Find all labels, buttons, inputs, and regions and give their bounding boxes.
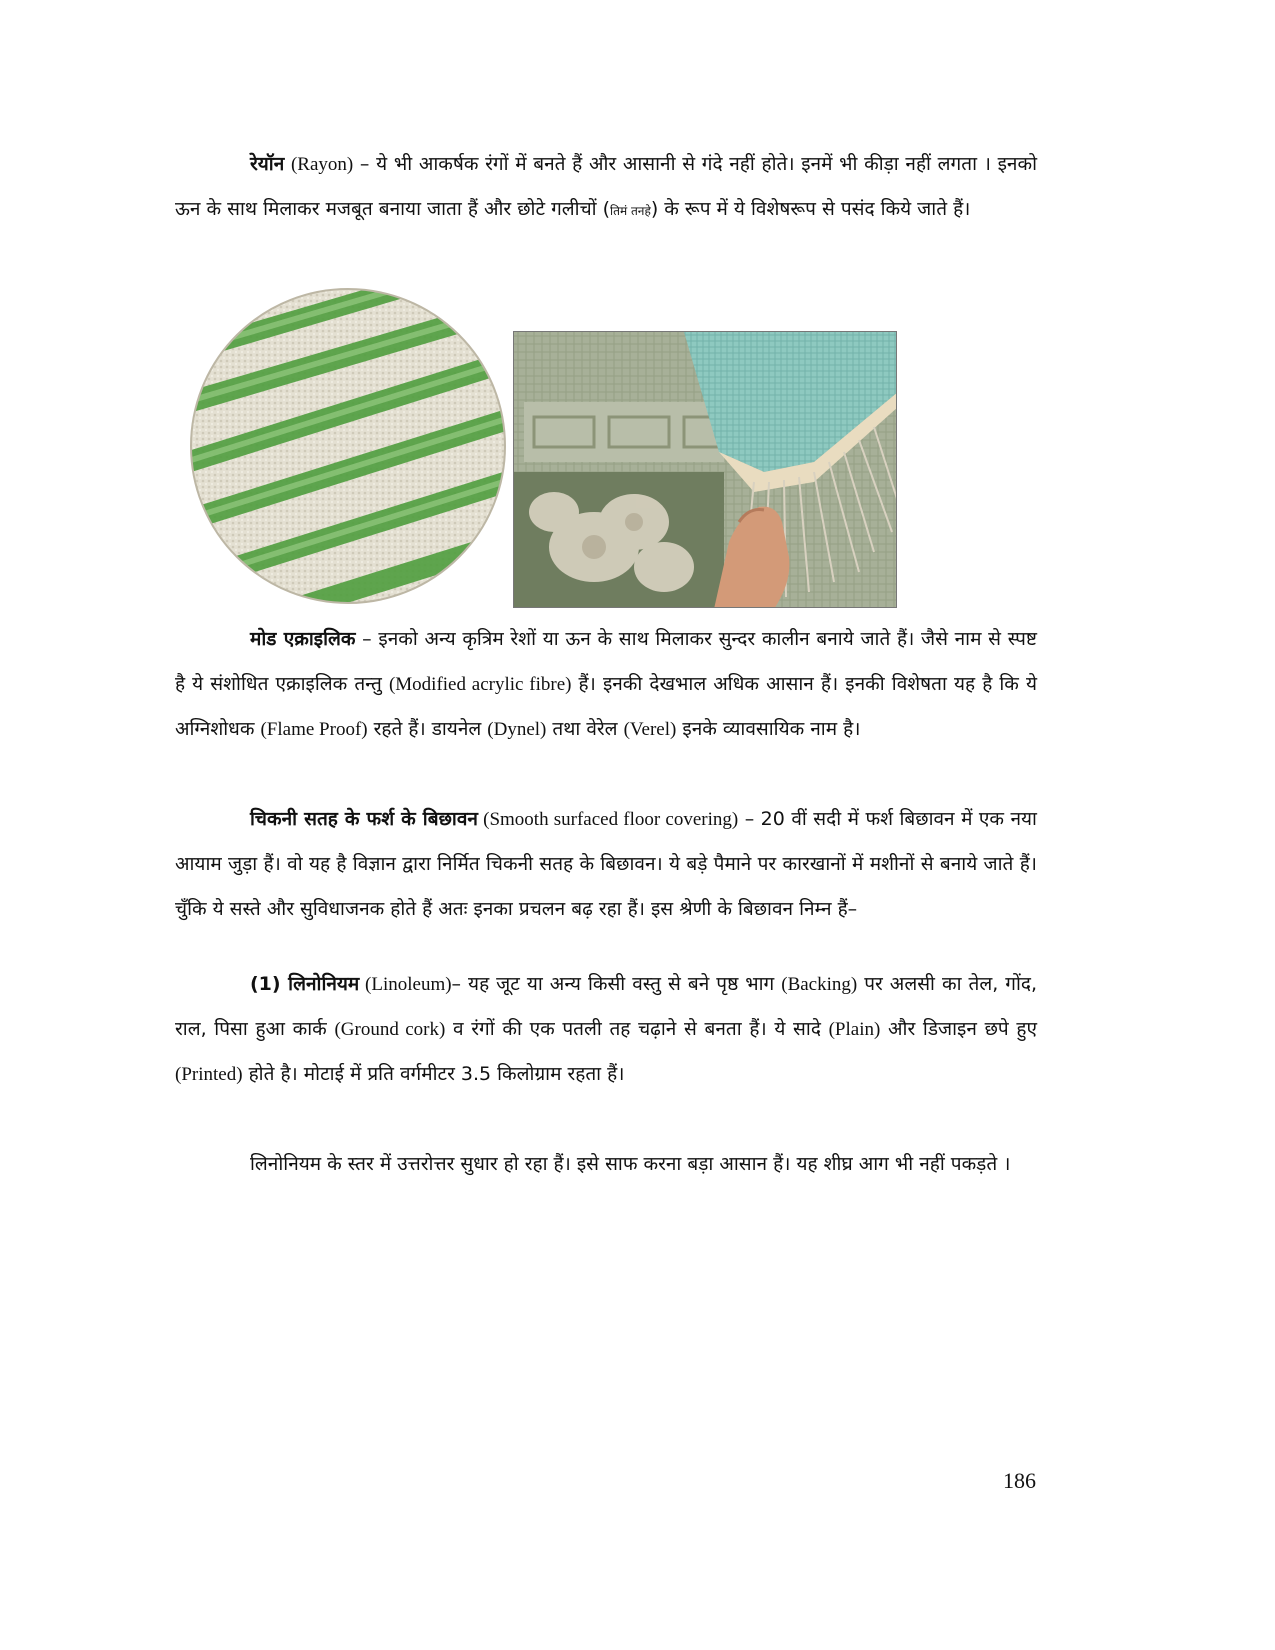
- modacrylic-text-part5: इनके व्यावसायिक नाम है।: [676, 718, 861, 740]
- heading-linoleum: (1) लिनोनियम: [250, 973, 360, 995]
- linoleum-english-term-3: (Ground cork): [334, 1019, 446, 1040]
- linoleum-english-term-1: (Linoleum): [359, 974, 452, 995]
- paragraph-rayon: [175, 142, 1037, 234]
- paragraph-linoleum: [175, 962, 1037, 1097]
- linoleum-english-term-5: (Printed): [175, 1064, 243, 1085]
- linoleum-text-part5: होते है। मोटाई में प्रति वर्गमीटर 3.5 किलोग्राम रहता हैं।: [242, 1063, 625, 1085]
- paragraph-linoleum-improvement: [175, 1142, 1037, 1187]
- rayon-english-term: (Rayon): [290, 154, 354, 175]
- paragraph-smooth-floor-covering: [175, 797, 1037, 932]
- modacrylic-text-part3: रहते हैं। डायनेल: [367, 718, 488, 740]
- smooth-text: – 20 वीं सदी में फर्श बिछावन में एक नया आयाम जुड़ा हैं। वो यह है विज्ञान द्वारा निर्मित चिकनी सतह के बिछावन। ये बड़े पैमाने पर कारखानों में मशीनों से बनाये जाते हैं। चुँकि ये सस्ते और सुविधाजनक होते हैं अतः इनका प्रचलन बढ़ रहा हैं। इस श्रेणी के बिछावन निम्न हैं–: [175, 808, 1037, 920]
- page-number: 186: [1003, 1468, 1036, 1493]
- modacrylic-text-part1: – इनको अन्य कृत्रिम रेशों या ऊन के साथ मिलाकर सुन्दर कालीन बनाये जाते हैं। जैसे नाम से स्पष्ट है ये संशोधित एक्राइलिक तन्तु: [175, 628, 1037, 695]
- paragraph-modacrylic: [175, 617, 1037, 752]
- linoleum-text-part1: – यह जूट या अन्य किसी वस्तु से बने पृष्ठ भाग: [451, 973, 782, 995]
- linoleum-text-part4: और डिजाइन छपे हुए: [880, 1018, 1037, 1040]
- heading-modacrylic: मोड एक्राइलिक: [250, 628, 356, 650]
- rayon-small-garbled-text: तिमं तनहे: [610, 204, 651, 218]
- fringed-rug-image: [513, 331, 897, 608]
- modacrylic-english-term-1: (Modified acrylic fibre): [388, 674, 572, 695]
- rayon-text-part2: ) के रूप में ये विशेषरूप से पसंद किये जाते हैं।: [650, 198, 971, 220]
- round-striped-rug-image: [189, 287, 507, 605]
- smooth-english-term: (Smooth surfaced floor covering): [477, 809, 739, 830]
- rayon-text-part1: – ये भी आकर्षक रंगों में बनते हैं और आसानी से गंदे नहीं होते। इनमें भी कीड़ा नहीं लगता । इनको ऊन के साथ मिलाकर मजबूत बनाया जाता हैं और छोटे गलीचों (: [175, 153, 1037, 220]
- modacrylic-text-part4: तथा वेरेल: [546, 718, 624, 740]
- modacrylic-english-term-4: (Verel): [623, 719, 677, 740]
- linoleum-improvement-text: लिनोनियम के स्तर में उत्तरोत्तर सुधार हो रहा हैं। इसे साफ करना बड़ा आसान हैं। यह शीघ्र आग भी नहीं पकड़ते ।: [250, 1153, 1011, 1175]
- heading-smooth-floor-covering: चिकनी सतह के फर्श के बिछावन: [250, 808, 478, 830]
- linoleum-english-term-4: (Plain): [828, 1019, 881, 1040]
- linoleum-text-part3: व रंगों की एक पतली तह चढ़ाने से बनता हैं। ये सादे: [445, 1018, 829, 1040]
- modacrylic-text-part2: हैं। इनकी देखभाल अधिक आसान हैं। इनकी विशेषता यह है कि ये अग्निशोधक: [175, 673, 1038, 740]
- modacrylic-english-term-3: (Dynel): [487, 719, 547, 740]
- linoleum-english-term-2: (Backing): [781, 974, 858, 995]
- modacrylic-english-term-2: (Flame Proof): [260, 719, 368, 740]
- linoleum-text-part2: पर अलसी का तेल, गोंद, राल, पिसा हुआ कार्क: [175, 973, 1038, 1040]
- heading-rayon: रेयॉन: [250, 153, 285, 175]
